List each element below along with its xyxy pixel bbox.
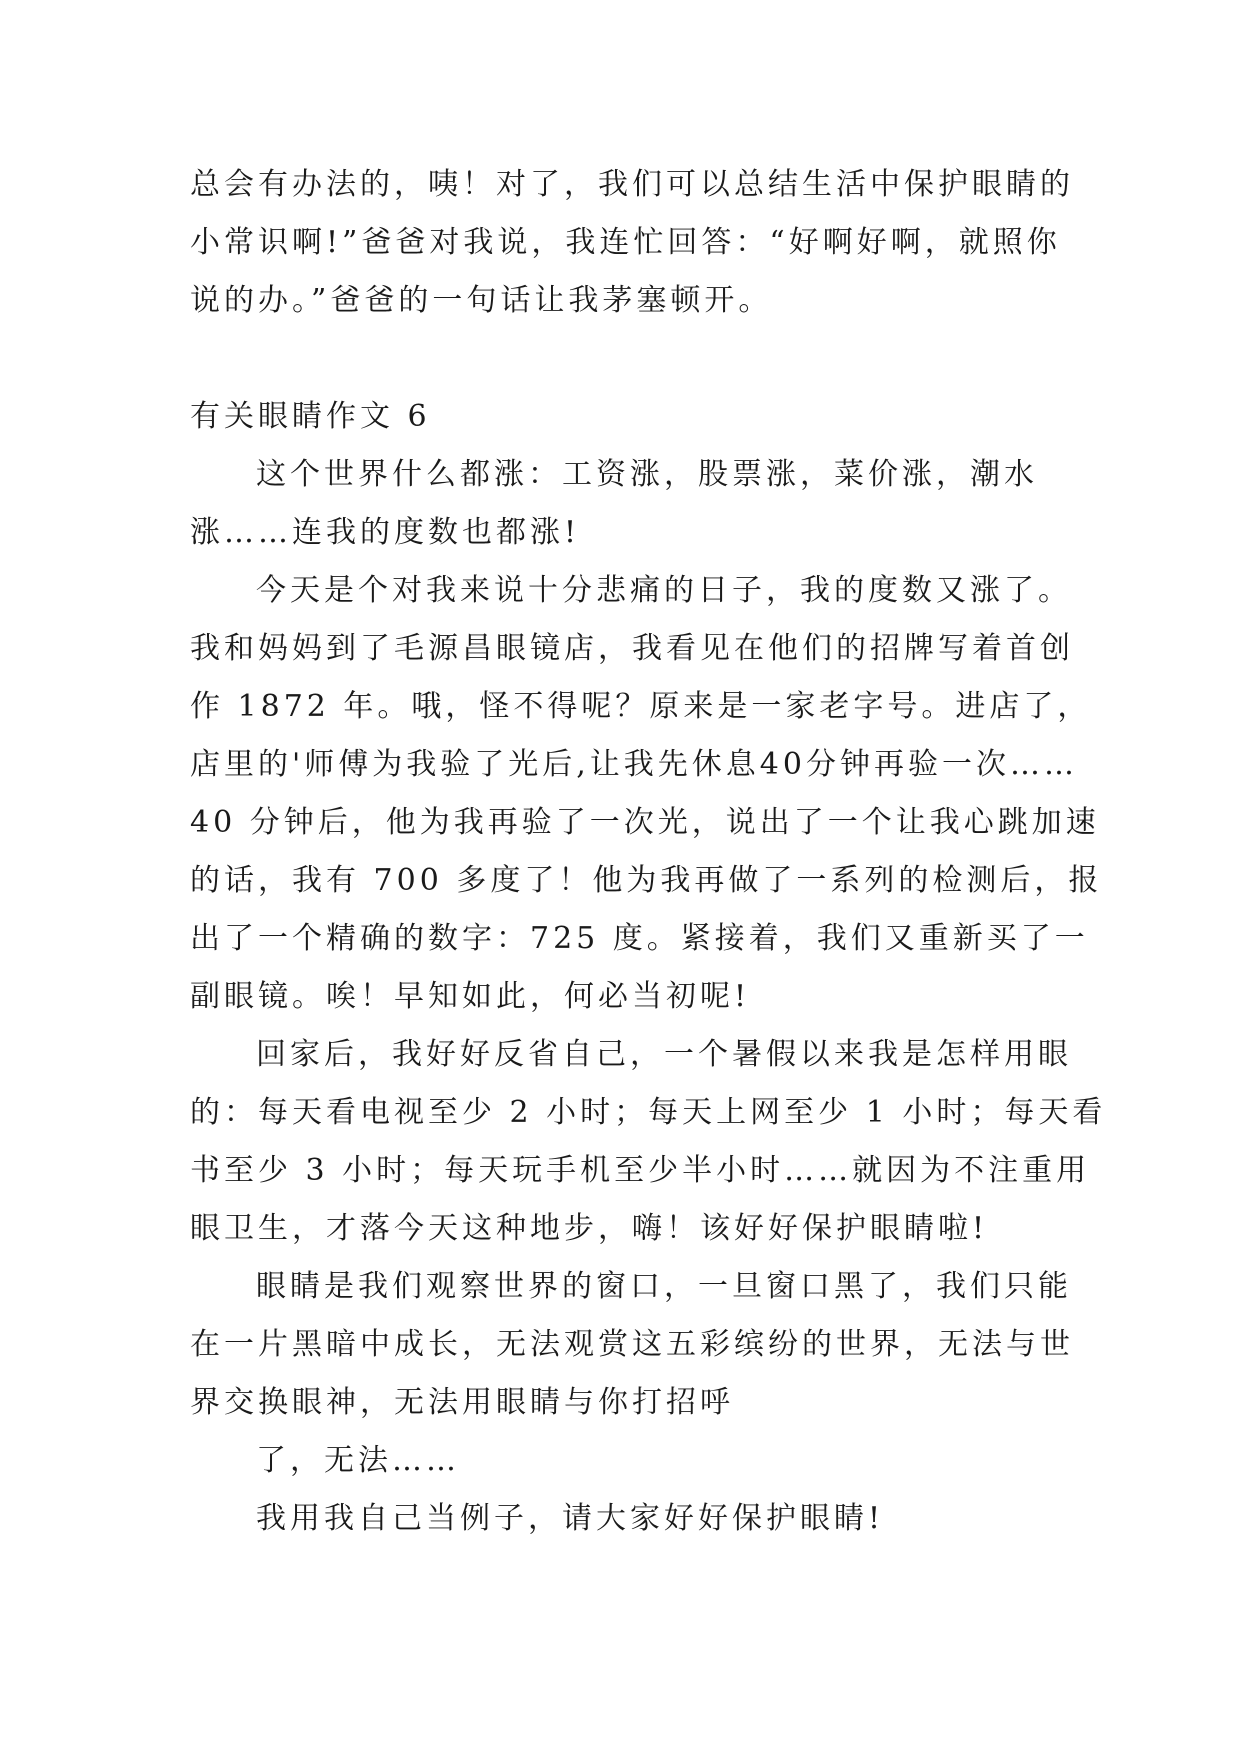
paragraph-line: 眼卫生，才落今天这种地步，嗨！该好好保护眼睛啦!	[190, 1211, 989, 1246]
paragraph-line: 回家后，我好好反省自己，一个暑假以来我是怎样用眼	[256, 1037, 1072, 1072]
section-heading: 有关眼睛作文 6	[190, 399, 431, 434]
paragraph-line: 40 分钟后，他为我再验了一次光，说出了一个让我心跳加速	[190, 805, 1100, 840]
paragraph-line: 了，无法……	[256, 1443, 460, 1478]
paragraph-line: 总会有办法的，咦！对了，我们可以总结生活中保护眼睛的	[190, 167, 1074, 202]
paragraph-line: 这个世界什么都涨：工资涨，股票涨，菜价涨，潮水	[256, 457, 1038, 492]
paragraph-line: 我和妈妈到了毛源昌眼镜店，我看见在他们的招牌写着首创	[190, 631, 1074, 666]
paragraph-line: 的话，我有 700 多度了！他为我再做了一系列的检测后，报	[190, 863, 1103, 898]
paragraph-line: 副眼镜。唉！早知如此，何必当初呢!	[190, 979, 751, 1014]
paragraph-line: 界交换眼神，无法用眼睛与你打招呼	[190, 1385, 734, 1420]
paragraph-line: 说的办。”爸爸的一句话让我茅塞顿开。	[190, 283, 773, 318]
paragraph-line: 的：每天看电视至少 2 小时；每天上网至少 1 小时；每天看	[190, 1095, 1107, 1130]
paragraph-line: 眼睛是我们观察世界的窗口，一旦窗口黑了，我们只能	[256, 1269, 1072, 1304]
paragraph-line: 今天是个对我来说十分悲痛的日子，我的度数又涨了。	[256, 573, 1072, 608]
paragraph-line: 我用我自己当例子，请大家好好保护眼睛!	[256, 1501, 885, 1536]
paragraph-line: 小常识啊!”爸爸对我说，我连忙回答：“好啊好啊，就照你	[190, 225, 1061, 260]
paragraph-line: 店里的'师傅为我验了光后,让我先休息40分钟再验一次……	[190, 747, 1078, 782]
paragraph-line: 作 1872 年。哦，怪不得呢？原来是一家老字号。进店了，	[190, 689, 1092, 724]
paragraph-line: 书至少 3 小时；每天玩手机至少半小时……就因为不注重用	[190, 1153, 1091, 1188]
paragraph-line: 出了一个精确的数字：725 度。紧接着，我们又重新买了一	[190, 921, 1089, 956]
paragraph-line: 涨……连我的度数也都涨!	[190, 515, 581, 550]
paragraph-line: 在一片黑暗中成长，无法观赏这五彩缤纷的世界，无法与世	[190, 1327, 1074, 1362]
